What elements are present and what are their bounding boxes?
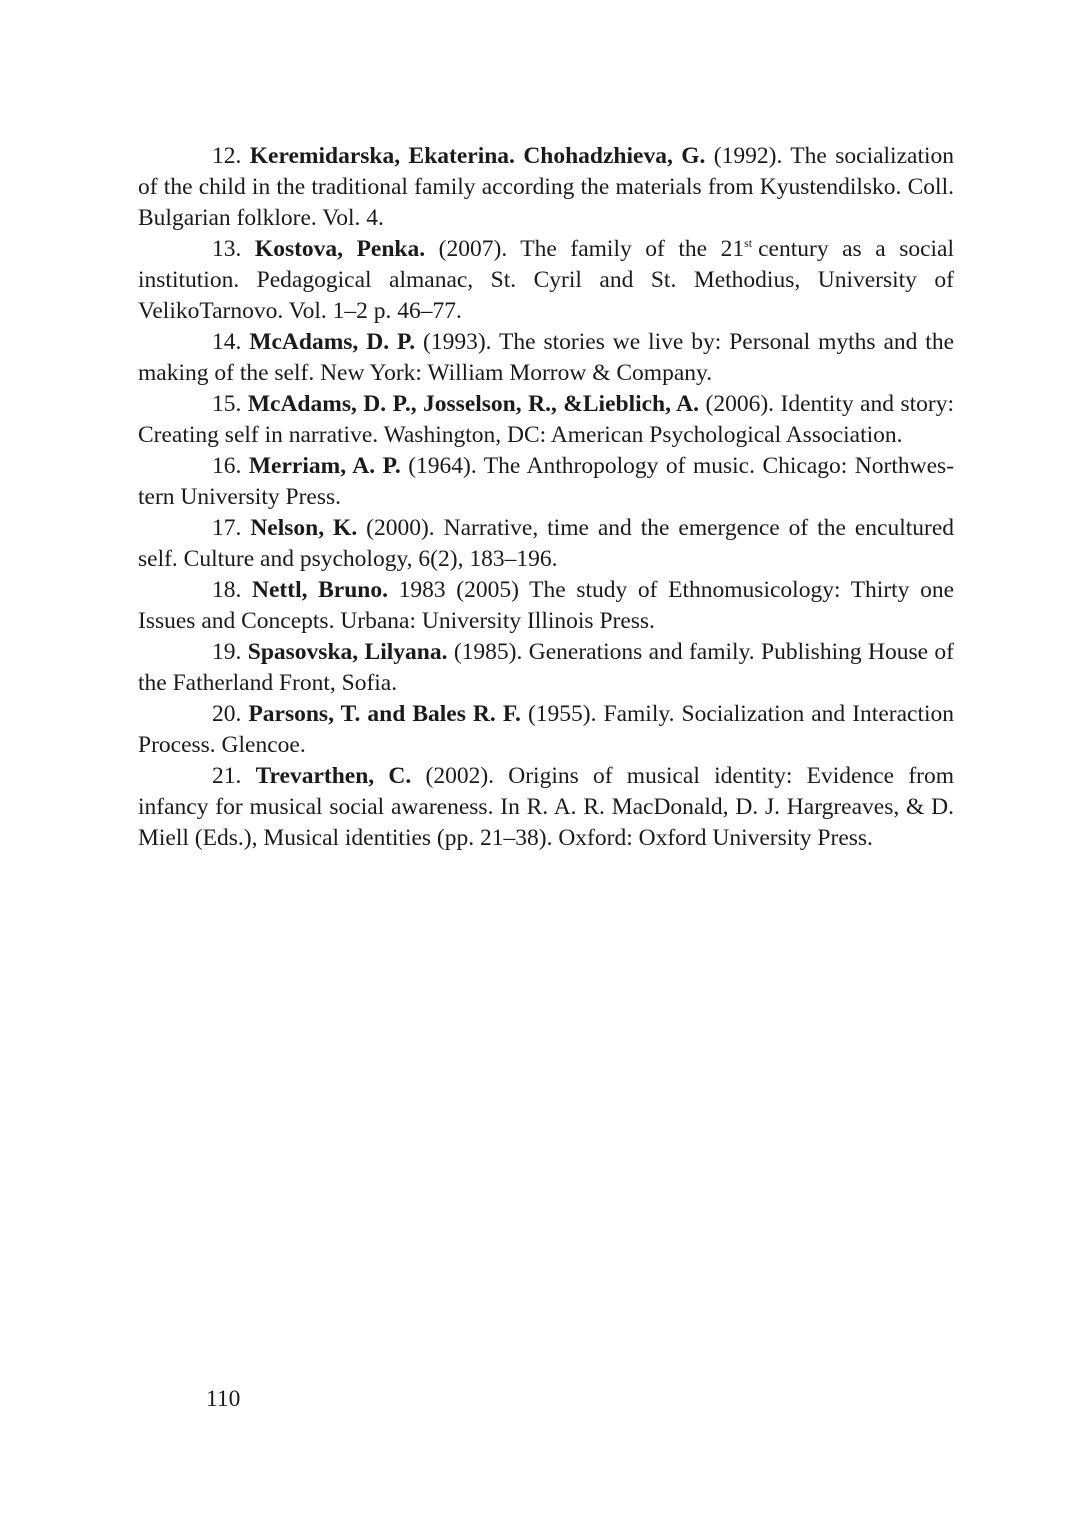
reference-number: 12. [212,143,242,169]
reference-text: century as a social institution. Pedagogical almanac, St. Cyril and St. Methodius, University of VelikoTarnovo. Vol. 1–2 p. 46–77. [138,236,955,324]
reference-item [138,234,954,327]
reference-authors: McAdams, D. P., Josselson, R., &Lieblich, A. [247,391,700,417]
reference-item [138,637,954,699]
reference-item [138,389,954,451]
reference-item [138,451,954,513]
reference-number: 14. [212,329,242,355]
reference-item [138,761,954,854]
reference-text: (1993). The stories we live by: Personal myths and the making of the self. New York: William Morrow & Company. [138,329,955,386]
reference-number: 13. [212,236,242,262]
reference-text: 1983 (2005) The study of Ethnomusicology: Thirty one Issues and Concepts. Urbana: University Illinois Press. [138,577,955,634]
reference-authors: Kostova, Penka. [254,236,426,262]
reference-text: (2006). Identity and story: Creating self in narrative. Washington, DC: American Psychological Association. [138,391,954,448]
reference-text: (2007). The family of the 21 [425,236,745,262]
reference-text: (1985). Generations and family. Publishing House of the Fatherland Front, Sofia. [138,639,954,696]
reference-authors: Merriam, A. P. [248,453,401,479]
reference-authors: Keremidarska, Ekaterina. Chohadzhieva, G. [249,143,706,169]
reference-authors: Trevarthen, C. [255,763,412,789]
reference-number: 18. [212,577,242,603]
reference-number: 15. [212,391,242,417]
reference-authors: Spasovska, Lilyana. [247,639,448,665]
reference-item [138,327,954,389]
reference-text: (2002). Origins of musical identity: Evidence from infancy for musical social awareness. In R. A. R. MacDonald, D. J. Hargreaves, & D. Miell (Eds.), Musical identities (pp. 21–38). Oxford: Oxford University Press. [138,763,954,851]
reference-text: (1955). Family. Socialization and Interaction Process. Glencoe. [138,701,954,758]
ordinal-superscript: st [744,236,753,250]
reference-list [138,141,954,854]
reference-item [138,699,954,761]
reference-number: 16. [212,453,242,479]
reference-number: 19. [212,639,242,665]
reference-text: (1964). The Anthropology of music. Chicago: Northwestern University Press. [138,453,955,510]
reference-text: (1992). The socialization of the child in the traditional family according the materials from Kyustendilsko. Coll. Bulgarian folklore. Vol. 4. [138,143,955,231]
reference-number: 20. [212,701,242,727]
reference-item [138,141,954,234]
reference-authors: Parsons, T. and Bales R. F. [248,701,521,727]
reference-authors: Nelson, K. [250,515,358,541]
reference-item [138,575,954,637]
reference-item [138,513,954,575]
reference-number: 17. [212,515,242,541]
reference-authors: McAdams, D. P. [249,329,416,355]
reference-authors: Nettl, Bruno. [252,577,389,603]
reference-number: 21. [212,763,242,789]
reference-text: (2000). Narrative, time and the emergence of the encultured self. Culture and psychology, 6(2), 183–196. [138,515,955,572]
page-number: 110 [206,1386,241,1412]
